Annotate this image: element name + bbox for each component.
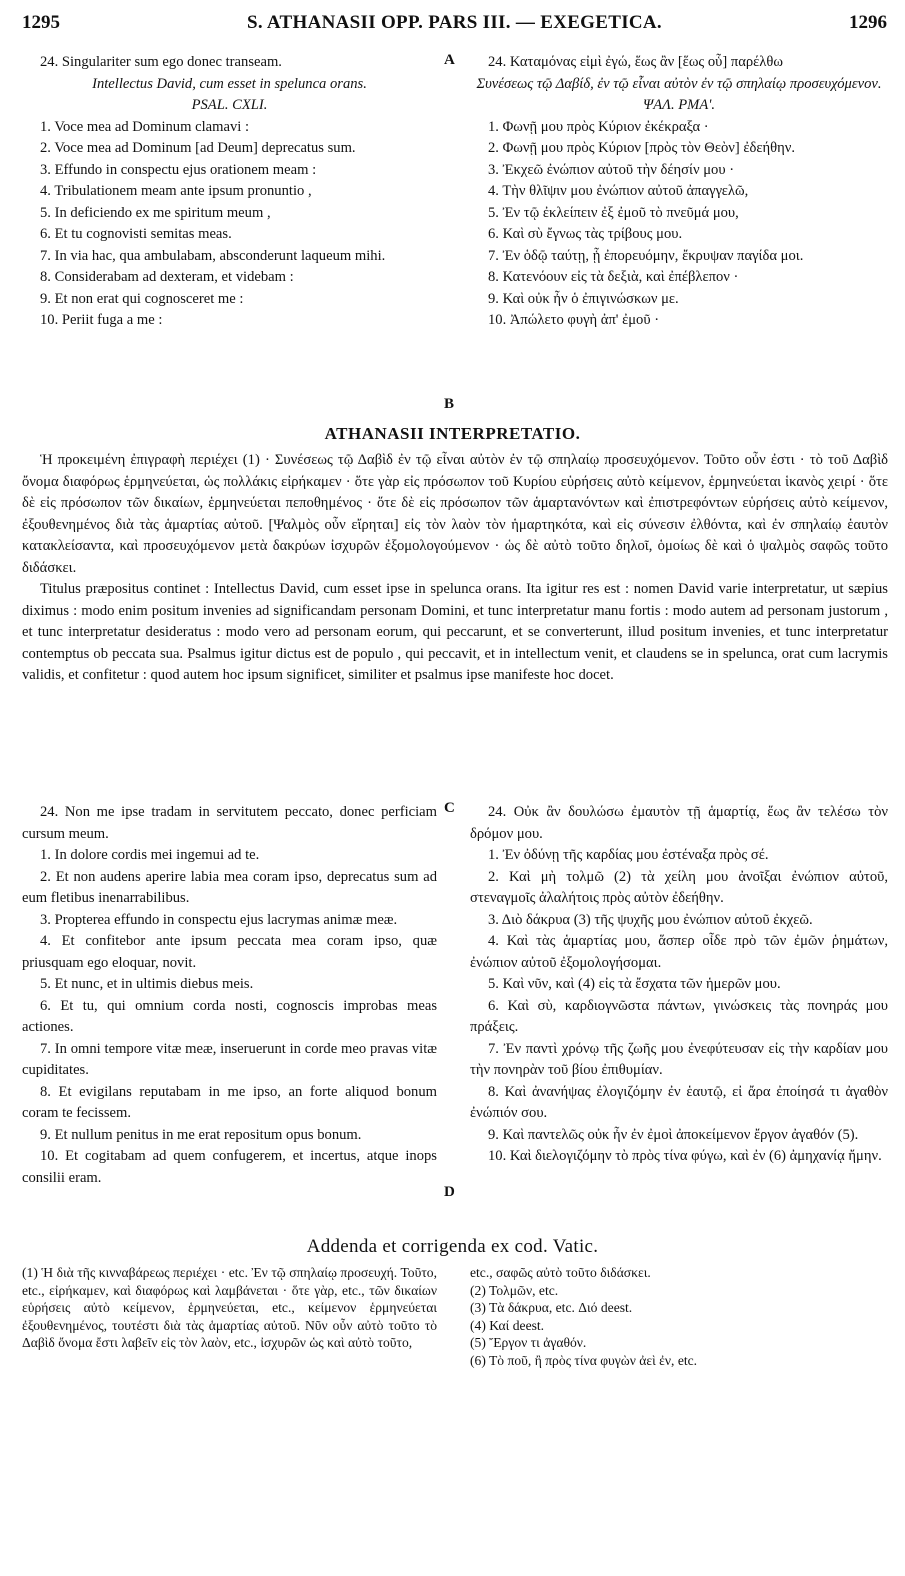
- latin-verse: 24. Non me ipse tradam in servitutem peccato, donec perficiam cursum meum.: [22, 804, 437, 842]
- greek-verse: 24. Οὐκ ἂν δουλώσω ἐμαυτὸν τῇ ἁμαρτίᾳ, ἕως ἂν τελέσω τὸν δρόμον μου.: [470, 804, 888, 842]
- greek-verse: 8. Καὶ ἀνανήψας ἐλογιζόμην ἐν ἑαυτῷ, εἰ ἄρα ἐποίησά τι ἀγαθὸν ἐνώπιόν σου.: [470, 1083, 888, 1121]
- page-number-left: 1295: [22, 12, 60, 33]
- footnote: (2) Τολμῶν, etc.: [470, 1282, 559, 1298]
- greek-verse: 5. Καὶ νῦν, καὶ (4) εἰς τὰ ἔσχατα τῶν ἡμερῶν μου.: [488, 976, 781, 992]
- latin-psalm-bottom: [22, 802, 437, 1189]
- footnote: etc., σαφῶς αὐτὸ τοῦτο διδάσκει.: [470, 1265, 651, 1280]
- greek-verse: 6. Καὶ σὺ, καρδιογνῶστα πάντων, γινώσκεις τὰς πονηράς μου πράξεις.: [470, 997, 888, 1035]
- latin-psalm-number: PSAL. CXLI.: [191, 97, 268, 113]
- greek-psalm-top: [470, 52, 888, 332]
- latin-verse: 6. Et tu cognovisti semitas meas.: [40, 226, 232, 242]
- latin-verse: 8. Considerabam ad dexteram, et videbam :: [40, 269, 294, 285]
- interpretation-body: [22, 450, 888, 687]
- greek-verse: 24. Καταμόνας εἰμὶ ἐγώ, ἕως ἂν [ἕως οὗ] παρέλθω: [488, 54, 783, 70]
- greek-verse: 3. Ἐκχεῶ ἐνώπιον αὐτοῦ τὴν δέησίν μου ·: [488, 161, 735, 178]
- latin-verse: 7. In omni tempore vitæ meæ, inseruerunt in corde meo pravas vitæ cupiditates.: [22, 1040, 437, 1078]
- greek-verse: 9. Καὶ οὐκ ἦν ὁ ἐπιγινώσκων με.: [488, 290, 679, 307]
- margin-mark-a: A: [444, 52, 455, 68]
- footnote: (1) Ἡ διὰ τῆς κινναβάρεως περιέχει · etc. Ἐν τῷ σπηλαίῳ προσευχή. Τοῦτο, etc., εἰρήκαμεν, καὶ διαφόρως καὶ λαμβάνεται · ὅτε γὰρ, etc., τῶν δικαίων εὑρήσεις αὐτὸ κείμενον, ἑρμηνεύεται, etc., κείμενον ἑρμηνεύεται ἐξουθενημένος, τουτέστι διὰ τὰς ἁμαρτίας αὐτοῦ. Νῦν οὖν αὐτὸ τοῦτο τὸ Δαβὶδ ὄνομα ἔστι λαβεῖν εἰς τὸν λαὸν, etc., ἰσχυρῶν ὡς καὶ αὐτὸ τοῦτο,: [22, 1265, 437, 1351]
- interpretation-latin: Titulus præpositus continet : Intellectus David, cum esset ipse in spelunca orans. Ita igitur res est : nomen David varie interpretatur, ut sæpius diximus : modo enim positum invenies ad significandam personam Domini, et tunc interpretatur manu fortis : modo autem ad personam justorum , et tunc interpretatur desideratus : modo vero ad personam eorum, qui peccarunt, et se converterunt, illud positum invenies, et tunc interpretatur contemptus ob peccata sua. Psalmus igitur dictus est de populo , qui peccavit, et in intellectum venit, et claudens se in spelunca, orat cum lacrymis validis, et confitetur : quod autem hoc ipsum significet, similiter et psalmus ipse manifeste hoc docet.: [22, 581, 888, 683]
- greek-verse: 2. Καὶ μὴ τολμῶ (2) τὰ χείλη μου ἀνοῖξαι ἐνώπιον αὐτοῦ, στεναγμοῖς ἀλαλήτοις πρὸς αὐτὸν ἐδεήθην.: [470, 868, 888, 906]
- latin-psalm-title: Intellectus David, cum esset in spelunca orans.: [92, 75, 367, 92]
- footnote: (4) Καί deest.: [470, 1317, 545, 1333]
- latin-verse: 24. Singulariter sum ego donec transeam.: [40, 54, 282, 70]
- greek-verse: 1. Φωνῇ μου πρὸς Κύριον ἐκέκραξα ·: [488, 118, 709, 135]
- latin-verse: 5. Et nunc, et in ultimis diebus meis.: [40, 976, 254, 992]
- interpretation-greek: Ἡ προκειμένη ἐπιγραφὴ περιέχει (1) · Συνέσεως τῷ Δαβὶδ ἐν τῷ εἶναι αὐτὸν ἐν τῷ σπηλαίῳ προσευχόμενον. Τοῦτο οὖν ἐστι · τὸ τοῦ Δαβὶδ ὄνομα διαφόρως ἑρμηνεύεται, ὡς πολλάκις εἰρήκαμεν · ὅτε γὰρ εἰς πρόσωπον τοῦ Κυρίου εὑρήσεις αὐτὸ κείμενον, ἑρμηνεύεται ἱκανὸς χειρί · ὅτε δὲ εἰς πρόσωπον τῶν δικαίων, ἑρμηνεύεται πεποθημένος · ὅτε δὲ εἰς πρόσωπον τῶν ἁμαρτανόντων καὶ ἐπιστρεφόντων εὑρήσεις αὐτὸ κείμενον, ἐξουθενημένος διὰ τὰς ἁμαρτίας αὐτοῦ. [Ψαλμὸς οὖν εἴρηται] εἰς τὸν λαὸν τὸν ἡμαρτηκότα, καὶ εἰς σύνεσιν ἐλθόντα, καὶ ἐν σπηλαίῳ ἑαυτὸν κατακλείσαντα, καὶ προσευχόμενον μετὰ δακρύων ἰσχυρῶν ἐξομολογούμενον · ὡς δὲ αὐτὸ τοῦτο δηλοῖ, ὁμοίως δὲ καὶ ὁ ψαλμὸς σαφῶς τοῦτο διδάσκει.: [22, 452, 888, 576]
- latin-verse: 9. Et nullum penitus in me erat repositum opus bonum.: [40, 1126, 362, 1143]
- footnote: (5) Ἔργον τι ἀγαθόν.: [470, 1335, 587, 1351]
- latin-verse: 7. In via hac, qua ambulabam, absconderunt laqueum mihi.: [40, 247, 386, 264]
- greek-verse: 2. Φωνῇ μου πρὸς Κύριον [πρὸς τὸν Θεὸν] ἐδεήθην.: [488, 140, 795, 156]
- latin-verse: 1. In dolore cordis mei ingemui ad te.: [40, 847, 260, 863]
- greek-psalm-title: Συνέσεως τῷ Δαβίδ, ἐν τῷ εἶναι αὐτὸν ἐν τῷ σπηλαίῳ προσευχόμενον. ΨΑΛ. ΡΜΑ'.: [476, 75, 882, 113]
- greek-verse: 7. Ἐν ὁδῷ ταύτῃ, ᾗ ἐπορευόμην, ἔκρυψαν παγίδα μοι.: [488, 247, 804, 264]
- greek-psalm-bottom: [470, 802, 888, 1168]
- latin-verse: 10. Et cogitabam ad quem confugerem, et incertus, atque inops consilii eram.: [22, 1148, 437, 1186]
- running-title: S. ATHANASII OPP. PARS III. — EXEGETICA.: [247, 12, 662, 33]
- latin-verse: 3. Propterea effundo in conspectu ejus lacrymas animæ meæ.: [40, 911, 398, 928]
- latin-verse: 4. Et confitebor ante ipsum peccata mea coram ipso, quæ priusquam ego eloquar, novit.: [22, 933, 437, 971]
- footnote: (6) Τὸ ποῦ, ἢ πρὸς τίνα φυγὼν ἀεὶ ἐν, etc.: [470, 1352, 698, 1368]
- greek-verse: 5. Ἐν τῷ ἐκλείπειν ἐξ ἐμοῦ τὸ πνεῦμά μου,: [488, 204, 739, 221]
- margin-mark-d: D: [444, 1184, 455, 1200]
- greek-verse: 1. Ἐν ὀδύνῃ τῆς καρδίας μου ἐστέναξα πρὸς σέ.: [488, 847, 769, 863]
- greek-verse: 6. Καὶ σὺ ἔγνως τὰς τρίβους μου.: [488, 226, 683, 242]
- latin-verse: 4. Tribulationem meam ante ipsum pronuntio ,: [40, 183, 312, 199]
- margin-mark-c: C: [444, 800, 455, 816]
- greek-verse: 9. Καὶ παντελῶς οὐκ ἦν ἐν ἐμοὶ ἀποκείμενον ἔργον ἀγαθόν (5).: [488, 1126, 859, 1143]
- greek-verse: 7. Ἐν παντὶ χρόνῳ τῆς ζωῆς μου ἐνεφύτευσαν εἰς τὴν καρδίαν μου τὴν πονηρὰν τοῦ βίου ἐπιθυμίαν.: [470, 1040, 888, 1078]
- page-number-right: 1296: [849, 12, 887, 33]
- greek-verse: 10. Καὶ διελογιζόμην τὸ πρὸς τίνα φύγω, καὶ ἐν (6) ἀμηχανίᾳ ἤμην.: [488, 1148, 882, 1164]
- latin-verse: 9. Et non erat qui cognosceret me :: [40, 290, 244, 307]
- greek-verse: 8. Κατενόουν εἰς τὰ δεξιὰ, καὶ ἐπέβλεπον ·: [488, 269, 739, 285]
- greek-verse: 4. Τὴν θλῖψιν μου ἐνώπιον αὐτοῦ ἀπαγγελῶ,: [488, 183, 749, 199]
- margin-mark-b: B: [444, 396, 455, 412]
- latin-verse: 2. Et non audens aperire labia mea coram ipso, deprecatus sum ad eum fletibus inenarrabilibus.: [22, 868, 437, 906]
- greek-verse: 10. Ἀπώλετο φυγὴ ἀπ' ἐμοῦ ·: [488, 312, 660, 328]
- latin-verse: 8. Et evigilans reputabam in me ipso, an forte aliquod bonum coram te fecissem.: [22, 1083, 437, 1121]
- addenda-notes-right: [470, 1264, 888, 1370]
- latin-verse: 5. In deficiendo ex me spiritum meum ,: [40, 204, 271, 221]
- latin-verse: 1. Voce mea ad Dominum clamavi :: [40, 118, 249, 135]
- latin-verse: 3. Effundo in conspectu ejus orationem meam :: [40, 161, 317, 178]
- greek-verse: 3. Διὸ δάκρυα (3) τῆς ψυχῆς μου ἐνώπιον αὐτοῦ ἐκχεῶ.: [488, 911, 813, 928]
- latin-verse: 10. Periit fuga a me :: [40, 312, 163, 328]
- latin-verse: 6. Et tu, qui omnium corda nosti, cognoscis improbas meas actiones.: [22, 997, 437, 1035]
- footnote: (3) Τὰ δάκρυα, etc. Διό deest.: [470, 1300, 633, 1316]
- greek-verse: 4. Καὶ τὰς ἁμαρτίας μου, ἅσπερ οἶδε πρὸ τῶν ἐμῶν ῥημάτων, ἐνώπιον αὐτοῦ ἐξομολογήσομαι.: [470, 933, 888, 971]
- latin-verse: 2. Voce mea ad Dominum [ad Deum] deprecatus sum.: [40, 140, 356, 156]
- addenda-heading: Addenda et corrigenda ex cod. Vatic.: [306, 1236, 599, 1257]
- addenda-notes-left: [22, 1264, 437, 1352]
- running-header: [22, 12, 887, 38]
- interpretation-heading: ATHANASII INTERPRETATIO.: [324, 424, 581, 443]
- latin-psalm-top: [22, 52, 437, 332]
